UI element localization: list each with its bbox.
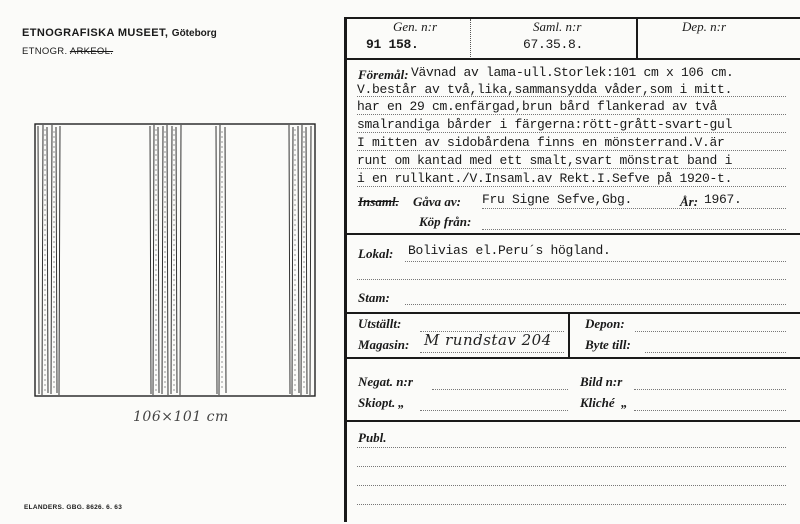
utstallt-label: Utställt:	[358, 316, 402, 331]
printer-imprint: ELANDERS. GBG. 8626. 6. 63	[24, 504, 123, 511]
foremal-label: Föremål:	[358, 67, 409, 82]
museum-name: ETNOGRAFISKA MUSEET, Göteborg	[22, 27, 217, 39]
foremal-line-7: i en rullkant./V.Insaml.av Rekt.I.Sefve på 1920-t.	[357, 171, 733, 186]
card-left-border	[344, 17, 347, 522]
kliche-label: Kliché	[580, 395, 615, 410]
saml-number-label: Saml. n:r	[533, 19, 582, 34]
magasin-value: M rundstav 204	[424, 331, 552, 349]
insaml-label: Insaml.	[358, 194, 399, 209]
ar-label: År:	[680, 194, 699, 209]
saml-number-value: 67.35.8.	[523, 37, 584, 52]
foremal-line-5: I mitten av sidobårdena finns en mönsterrand.V.är	[357, 135, 725, 150]
depon-label: Depon:	[585, 316, 625, 331]
skiopt-label: Skiopt.	[358, 395, 396, 410]
gen-number-value: 91 158.	[366, 37, 419, 52]
dep-number-label: Dep. n:r	[682, 19, 727, 34]
bild-label: Bild n:r	[580, 374, 623, 389]
byte-till-label: Byte till:	[585, 337, 631, 352]
gen-number-label: Gen. n:r	[393, 19, 438, 34]
textile-sketch	[34, 121, 317, 399]
gava-label: Gåva av:	[413, 194, 462, 209]
lokal-value: Bolivias el.Peru´s högland.	[408, 243, 611, 258]
department-line: ETNOGR. ARKEOL.	[22, 46, 114, 57]
foremal-line-6: runt om kantad med ett smalt,svart mönstrat band i	[357, 153, 733, 168]
publ-label: Publ.	[358, 430, 387, 445]
foremal-line-2: V.består av två,lika,sammansydda våder,som i mitt.	[357, 82, 733, 97]
magasin-label: Magasin:	[358, 337, 410, 352]
foremal-line-3: har en 29 cm.enfärgad,brun bård flankerad av två	[357, 99, 718, 114]
stam-label: Stam:	[358, 290, 390, 305]
gava-value: Fru Signe Sefve,Gbg.	[482, 192, 633, 207]
skiopt-value: „	[398, 395, 405, 410]
size-annotation: 106×101 cm	[133, 409, 229, 425]
kliche-value: „	[621, 395, 628, 410]
negat-label: Negat. n:r	[358, 374, 413, 389]
ar-value: 1967.	[704, 192, 742, 207]
lokal-label: Lokal:	[358, 246, 394, 261]
foremal-line-4: smalrandiga bårder i färgerna:rött-grått-svart-gul	[357, 117, 733, 132]
kop-fran-label: Köp från:	[419, 214, 472, 229]
foremal-line-1: Vävnad av lama-ull.Storlek:101 cm x 106 cm.	[411, 65, 734, 80]
